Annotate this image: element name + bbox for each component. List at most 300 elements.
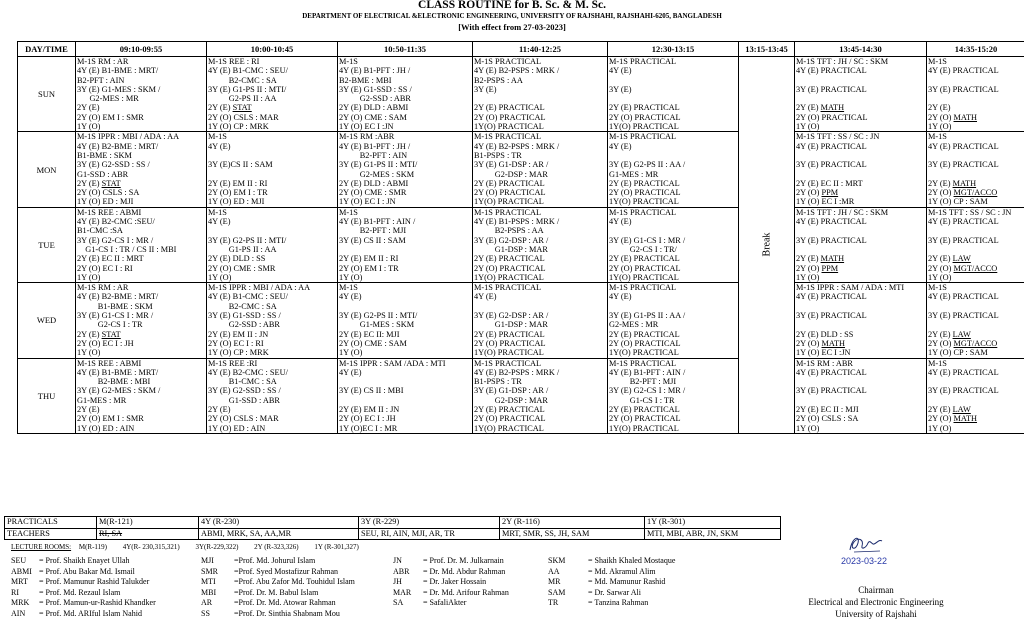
class-line (928, 264, 1024, 273)
class-line: M-1S (928, 283, 947, 293)
class-line: 2Y (E) PRACTICAL (609, 329, 680, 339)
class-line (339, 302, 471, 311)
break-cell (739, 57, 795, 434)
class-line: 1Y (O) (77, 348, 101, 358)
class-line: 3Y (E) CS II : SAM (339, 235, 406, 245)
class-line: 1Y (O) ED : MJI (208, 197, 265, 207)
class-subject: STAT (232, 103, 252, 113)
practical-teachers: RI, SA (97, 528, 199, 540)
class-line: 1Y (O) ED : AIN (208, 423, 266, 433)
class-cell (207, 283, 338, 358)
teacher-abbrev: RI (11, 587, 19, 597)
day-label: THU (18, 358, 76, 433)
teacher-abbrev: AIN (11, 608, 26, 618)
class-line-prefix: 2Y (E) (77, 178, 102, 188)
class-line: 2Y (E) (77, 103, 100, 113)
class-cell (608, 358, 739, 433)
class-line (796, 188, 925, 197)
class-line: 2Y (O) CSLS : MAR (208, 112, 279, 122)
teacher-entry (11, 588, 156, 599)
teacher-abbrev: MRK (11, 598, 30, 607)
teacher-entry (201, 609, 355, 620)
teacher-name: = Prof. Dr. M. Julkarnain (423, 556, 504, 565)
lecture-room: 3Y(R-229,322) (195, 543, 239, 551)
class-line: 2Y (O) EM I : TR (339, 263, 399, 273)
practical-teachers: ABMI, MRK, SA, AA,MR (199, 528, 359, 540)
teacher-entry (11, 567, 156, 578)
class-line: G1-PS II : AA (208, 244, 277, 254)
class-line: B2-PSPS : AA (474, 75, 523, 85)
teacher-abbrev: SEU (11, 556, 27, 565)
class-line (339, 396, 471, 405)
class-line: 3Y (E) PRACTICAL (796, 386, 867, 396)
class-cell (76, 207, 207, 282)
class-cell (338, 132, 473, 207)
lecture-room: 1Y (R-301,327) (314, 543, 359, 551)
class-line: 4Y (E) PRACTICAL (796, 217, 867, 227)
class-line: 2Y (E) PRACTICAL (474, 254, 545, 264)
class-line: B1-PSPS : TR (474, 377, 522, 387)
class-cell (608, 207, 739, 282)
class-line: 3Y (E) G2-SSD : SS / (208, 386, 281, 396)
class-line: 3Y (E) PRACTICAL (796, 235, 867, 245)
class-line: 1Y(O) PRACTICAL (474, 348, 544, 358)
class-line: 3Y (E) PRACTICAL (796, 160, 867, 170)
class-cell (795, 57, 927, 132)
teacher-list (11, 556, 156, 619)
class-line: 2Y (O) PRACTICAL (474, 263, 546, 273)
teacher-list (201, 556, 355, 619)
teacher-abbrev: SS (201, 608, 210, 618)
class-line: 4Y (E) B1-BME : MRT/ (77, 66, 159, 76)
class-subject: MATH (952, 178, 977, 188)
teacher-name: =Prof. Dr. Sinthia Shabnam Mou (234, 608, 340, 618)
class-line (474, 94, 606, 103)
class-line (208, 103, 336, 112)
class-line: B2-PFT : AIN (77, 75, 125, 85)
day-row (18, 57, 1024, 132)
signature-date: 2023-03-22 (841, 556, 888, 566)
chairman-department: Electrical and Electronic Engineering (808, 597, 944, 607)
class-line (609, 94, 737, 103)
chairman-signature (846, 533, 886, 555)
teacher-abbrev: SKM (548, 556, 566, 565)
class-line: B1-PSPS : TR (474, 150, 522, 160)
class-line: B2-PFT : AIN (339, 150, 408, 160)
teacher-name: =Prof. Dr. Md. Atowar Rahman (234, 598, 336, 607)
class-line (796, 302, 925, 311)
class-line (208, 151, 336, 160)
class-cell (608, 57, 739, 132)
teachers-label: TEACHERS (5, 528, 97, 540)
class-line: 4Y (E) PRACTICAL (928, 367, 999, 377)
class-line: 4Y (E) (474, 292, 497, 302)
class-line: B2-CMC : SA (208, 301, 277, 311)
class-cell (927, 358, 1024, 433)
class-cell (927, 132, 1024, 207)
class-line: 1Y (O) (928, 272, 952, 282)
class-line: 4Y (E) PRACTICAL (796, 292, 867, 302)
class-line: 2Y (O) EC I : JH (339, 414, 396, 424)
teacher-abbrev: MBI (201, 587, 217, 597)
class-line: M-1S REE : ABMI (77, 358, 142, 368)
class-line-prefix: 2Y (O) (796, 188, 822, 198)
teacher-name: = Prof. Mamun-ur-Rashid Khandker (39, 598, 156, 607)
class-cell (927, 57, 1024, 132)
class-line: 1Y(O) PRACTICAL (474, 272, 544, 282)
day-row (18, 358, 1024, 433)
teacher-name: = Prof. Mamunur Rashid Talukder (39, 577, 150, 586)
class-line: 1Y (O) (339, 348, 363, 358)
teacher-abbrev: AR (201, 598, 213, 607)
class-line: 1Y (O) (77, 122, 101, 132)
class-line (208, 226, 336, 235)
class-line: G2-MES : SKM (339, 169, 415, 179)
class-line: M-1S (208, 207, 227, 217)
teacher-abbrev: MR (548, 577, 561, 586)
class-line: 4Y (E) (339, 367, 362, 377)
class-line: 2Y (E) (928, 103, 951, 113)
class-subject: MGT/ACCO (953, 188, 998, 198)
class-line: 4Y (E) B1-PSPS : MRK / (474, 217, 560, 227)
teacher-name: =Prof. Syed Mostafizur Rahman (234, 566, 339, 576)
class-line: B1-BME : SKM (77, 301, 153, 311)
class-line (474, 302, 606, 311)
class-line: 3Y (E) G1-PS II : AA / (609, 311, 686, 321)
class-line: M-1S (339, 207, 358, 217)
class-line: B1-BME : SKM (77, 150, 132, 160)
class-line: 3Y (E) G1-CS I : MR / (77, 311, 154, 321)
lecture-rooms (11, 543, 373, 551)
class-line: 2Y (E) PRACTICAL (474, 404, 545, 414)
class-line: 3Y (E) G1-DSP : AR / (474, 160, 549, 170)
class-line: 4Y (E) (208, 141, 231, 151)
class-line-prefix: 2Y (O) (928, 263, 954, 273)
class-line: 2Y (E) PRACTICAL (609, 103, 680, 113)
class-line: 3Y (E) G2-DSP : AR / (474, 235, 549, 245)
class-line: 2Y (O) CME : SAM (339, 112, 407, 122)
class-subject: PPM (821, 188, 839, 198)
practical-room: 3Y (R-229) (359, 517, 500, 529)
class-line: 2Y (O) PRACTICAL (474, 414, 546, 424)
class-cell (76, 358, 207, 433)
class-line: 4Y (E) PRACTICAL (796, 66, 867, 76)
class-line: 1Y (O) (796, 272, 820, 282)
class-line: 3Y (E) G2-PS II : MTI/ (339, 311, 418, 321)
day-label: MON (18, 132, 76, 207)
class-line: M-1S (928, 358, 947, 368)
class-line (796, 320, 925, 329)
teacher-abbrev: AA (548, 566, 560, 576)
class-cell (927, 283, 1024, 358)
class-line: 4Y (E) (609, 66, 632, 76)
class-line: G2-CS I : TR (77, 320, 143, 330)
teacher-entry (201, 598, 355, 609)
teacher-name: = Md. Mamunur Rashid (588, 577, 666, 586)
day-row (18, 207, 1024, 282)
class-subject: MGT/ACCO (953, 338, 998, 348)
teacher-name: = Dr. Sarwar Ali (588, 587, 641, 597)
class-line: 2Y (O) PRACTICAL (474, 112, 546, 122)
teacher-entry (201, 567, 355, 578)
class-line: 3Y (E) G2-CS I : MR / (609, 386, 686, 396)
practical-teachers: MTI, MBI, ABR, JN, SKM (645, 528, 781, 540)
class-line (928, 226, 1024, 235)
class-line: 4Y (E) B1-PFT : AIN / (339, 217, 416, 227)
class-line: 4Y (E) B2-PSPS : MRK / (474, 367, 560, 377)
class-line: M-1S (928, 132, 947, 142)
class-line: 2Y (O) PRACTICAL (609, 188, 681, 198)
class-line (928, 396, 1024, 405)
teacher-abbrev: SAM (548, 587, 566, 597)
class-line: 1Y (O) CP : MRK (208, 122, 269, 132)
class-subject: MATH (820, 103, 845, 113)
class-line: 4Y (E) B1-BME : MRT/ (77, 367, 159, 377)
class-line: M-1S (339, 283, 358, 293)
class-line: 1Y (O) (339, 272, 363, 282)
teacher-entry (548, 588, 675, 599)
class-line: 4Y (E) B1-CMC : SEU/ (208, 66, 288, 76)
class-line: 4Y (E) (609, 141, 632, 151)
class-line: 2Y (O) EC I : JH (77, 338, 134, 348)
class-line: M-1S RM :ABR (339, 132, 395, 142)
class-line: 2Y (E) EC II : MJI (796, 404, 859, 414)
class-line: G1-CS I : TR (609, 395, 675, 405)
class-line: 3Y (E) G2-CS I : MR / (77, 235, 154, 245)
teacher-entry (393, 556, 509, 567)
class-line (796, 226, 925, 235)
class-cell (608, 132, 739, 207)
class-line: G2-DSP : MAR (474, 169, 548, 179)
class-cell (795, 132, 927, 207)
practical-room: 4Y (R-230) (199, 517, 359, 529)
teacher-name: = Prof. Md. ARIful Islam Nahid (39, 608, 142, 618)
class-line: 2Y (O) PRACTICAL (609, 338, 681, 348)
routine-table (17, 41, 1024, 434)
teacher-entry (11, 577, 156, 588)
class-line-prefix: 2Y (O) (796, 263, 822, 273)
class-line: 3Y (E) PRACTICAL (928, 386, 999, 396)
class-line: 3Y (E) PRACTICAL (796, 84, 867, 94)
teacher-entry (548, 556, 675, 567)
lecture-room: 2Y (R-323,326) (254, 543, 299, 551)
chairman-university: University of Rajshahi (835, 609, 917, 619)
class-line (928, 377, 1024, 386)
class-line: 4Y (E) B1-CMC : SEU/ (208, 292, 288, 302)
class-line: 4Y (E) PRACTICAL (928, 66, 999, 76)
teacher-abbrev: SMR (201, 566, 218, 576)
class-subject: LAW (952, 329, 971, 339)
teacher-entry (201, 556, 355, 567)
class-line: 2Y (E) EC II : MRT (796, 178, 863, 188)
class-line (208, 170, 336, 179)
routine-header-row (18, 42, 1024, 57)
class-line: 1Y (O) EC I : JN (339, 197, 396, 207)
class-line: 2Y (O) CME : SMR (208, 263, 276, 273)
class-line: G1-SSD : ABR (77, 169, 129, 179)
class-line-prefix: 2Y (E) (796, 103, 821, 113)
class-cell (473, 283, 608, 358)
time-header: 12:30-13:15 (608, 42, 739, 57)
practicals-teacher-row (5, 528, 781, 540)
class-line (77, 179, 205, 188)
class-line: M-1S PRACTICAL (609, 132, 677, 142)
teacher-abbrev: ABR (393, 566, 410, 576)
class-cell (338, 57, 473, 132)
class-line: 4Y (E) B2-PSPS : MRK / (474, 141, 560, 151)
class-line (928, 179, 1024, 188)
class-line: 4Y (E) B1-PFT : JH / (339, 66, 411, 76)
class-line: 3Y (E) G1-PS II : MTI/ (208, 84, 287, 94)
day-label: SUN (18, 57, 76, 132)
class-cell (76, 57, 207, 132)
class-line: 2Y (E) EM II : JN (339, 404, 400, 414)
teacher-entry (393, 588, 509, 599)
teacher-abbrev: JN (393, 556, 402, 565)
class-line: 2Y (E) EC II : MRT (77, 254, 144, 264)
class-line (339, 245, 471, 254)
class-line: G2-SSD : ABR (339, 94, 411, 104)
class-line: M-1S IPPR : SAM / ADA : MTI (796, 283, 905, 293)
practicals-room-row (5, 517, 781, 529)
class-line: 4Y (E) (609, 292, 632, 302)
class-line (928, 339, 1024, 348)
class-line: 1Y (O) CP : SAM (928, 197, 988, 207)
class-subject: MATH (953, 414, 978, 424)
teacher-entry (11, 556, 156, 567)
class-line: G1-CS I : TR / CS II : MBI (77, 244, 177, 254)
class-line: 3Y (E) G2-SSD : SS / (77, 160, 150, 170)
class-line: G1-MES : MR (609, 169, 659, 179)
class-line: 2Y (O) CME : SAM (339, 338, 407, 348)
class-line: 2Y (O) EM I : SMR (77, 414, 144, 424)
teacher-abbrev: SA (393, 598, 404, 607)
class-line: G2-CS I : TR/ (609, 244, 677, 254)
class-subject: LAW (952, 254, 971, 264)
class-line (928, 151, 1024, 160)
time-header: 10:00-10:45 (207, 42, 338, 57)
class-line: 2Y (E) EM II : RI (339, 254, 399, 264)
break-label: Break (760, 232, 772, 257)
class-cell (207, 132, 338, 207)
class-line: 1Y (O) CP : MRK (208, 348, 269, 358)
class-line (796, 103, 925, 112)
class-line-prefix: 2Y (E) (928, 404, 953, 414)
class-cell (927, 207, 1024, 282)
class-cell (473, 358, 608, 433)
class-line (928, 254, 1024, 263)
class-line: 1Y (O) (796, 423, 820, 433)
teacher-entry (201, 577, 355, 588)
class-line: 2Y (E) PRACTICAL (474, 329, 545, 339)
class-cell (338, 358, 473, 433)
class-line: B1-CMC : SA (208, 377, 277, 387)
class-line: 4Y (E) B1-PFT : AIN / (609, 367, 686, 377)
class-line: 4Y (E) PRACTICAL (928, 217, 999, 227)
teacher-name: = Tanzina Rahman (588, 598, 649, 607)
class-line (339, 377, 471, 386)
class-cell (76, 132, 207, 207)
class-line (609, 226, 737, 235)
teacher-entry (11, 598, 156, 609)
teacher-entry (548, 577, 675, 588)
lecture-room: 4Y(R- 230,315,321) (122, 543, 180, 551)
teacher-name: = Dr. Jaker Hossain (423, 577, 487, 586)
class-line: B2-PFT : MJI (609, 377, 677, 387)
class-line: 1Y (O) ED : MJI (77, 197, 134, 207)
department-line: DEPARTMENT OF ELECTRICAL &ELECTRONIC ENGINEERING, UNIVERSITY OF RAJSHAHI, RAJSHAHI-6205, BANGLADESH (302, 12, 722, 20)
class-line: G1-DSP : MAR (474, 320, 548, 330)
class-line: 2Y (O) EM I : TR (208, 188, 268, 198)
class-subject: LAW (952, 404, 971, 414)
day-row (18, 132, 1024, 207)
class-line (796, 94, 925, 103)
class-line: 2Y (E) PRACTICAL (609, 178, 680, 188)
class-line: M-1S PRACTICAL (474, 57, 542, 66)
class-line: 3Y (E) PRACTICAL (796, 311, 867, 321)
teacher-abbrev: JH (393, 577, 402, 586)
class-line: 4Y (E) B2-BME : MRT/ (77, 292, 159, 302)
class-line: G1-SSD : ABR (208, 395, 280, 405)
day-label: TUE (18, 207, 76, 282)
class-line: 3Y (E) G1-PS II : MTI/ (339, 160, 418, 170)
time-header: 10:50-11:35 (338, 42, 473, 57)
class-line: 3Y (E) G1-CS I : MR / (609, 235, 686, 245)
teacher-abbrev: MTI (201, 577, 216, 586)
lecture-room: M(R-119) (78, 543, 107, 551)
class-line: M-1S RM : AR (77, 283, 129, 293)
teacher-list (548, 556, 675, 609)
class-cell (795, 283, 927, 358)
class-line: 4Y (E) B2-BME : MRT/ (77, 141, 159, 151)
class-line: 2Y (O) CSLS : SA (77, 188, 140, 198)
lecture-rooms-label: LECTURE ROOMS: (11, 543, 72, 551)
class-line: 2Y (O) CME : SMR (339, 188, 407, 198)
class-line: M-1S PRACTICAL (609, 283, 677, 293)
teacher-name: = Shaikh Khaled Mostaque (588, 556, 676, 565)
teacher-entry (548, 567, 675, 578)
class-line: 3Y (E) PRACTICAL (928, 160, 999, 170)
class-line: M-1S TFT : SS / SC : JN (796, 132, 880, 142)
signature-stroke (850, 538, 882, 550)
class-line: 2Y (O) EC I : RI (77, 263, 133, 273)
class-line: 1Y (O) EC I :JN (796, 348, 851, 358)
class-subject: STAT (101, 329, 121, 339)
class-line: 2Y (E) DLD : ABMI (339, 178, 409, 188)
practical-teachers: MRT, SMR, SS, JH, SAM (500, 528, 645, 540)
teacher-list (393, 556, 509, 609)
class-line: M-1S (928, 57, 947, 66)
class-line: 4Y (E) B2-PSPS : MRK / (474, 66, 560, 76)
teacher-name: = Md. Akramul Alim (588, 566, 656, 576)
class-cell (207, 358, 338, 433)
practicals-label: PRACTICALS (5, 517, 97, 529)
class-line: 2Y (E) DLD : ABMI (339, 103, 409, 113)
class-subject: MATH (821, 338, 846, 348)
class-subject: MATH (820, 254, 845, 264)
class-line: M-1S (208, 132, 227, 142)
class-line: 1Y(O) PRACTICAL (609, 423, 679, 433)
class-line: M-1S PRACTICAL (474, 358, 542, 368)
class-line: 2Y (O) PRACTICAL (474, 188, 546, 198)
class-line: 4Y (E) B2-CMC : SEU/ (208, 367, 288, 377)
class-line (928, 188, 1024, 197)
class-line (928, 76, 1024, 85)
class-line-prefix: 2Y (E) (928, 329, 953, 339)
teacher-name: = Prof. Abu Bakar Md. Ismail (39, 566, 135, 576)
class-cell (795, 358, 927, 433)
class-line (928, 320, 1024, 329)
